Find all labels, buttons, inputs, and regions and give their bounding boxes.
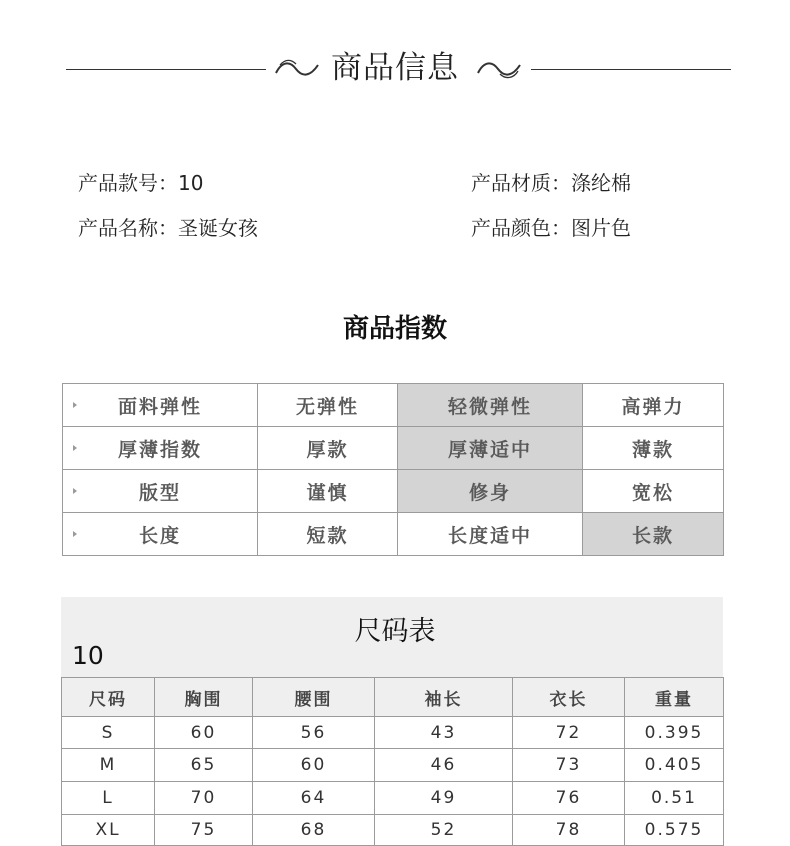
size-table-header-cell: 尺码 xyxy=(61,677,155,717)
size-table-cell: 72 xyxy=(512,716,625,749)
info-material xyxy=(471,169,631,197)
size-table-cell: 75 xyxy=(154,814,253,846)
index-row-label xyxy=(62,512,258,556)
section-title: 商品信息 xyxy=(331,50,459,86)
index-row-label-text: 版型 xyxy=(138,481,181,504)
size-table-cell: 70 xyxy=(154,781,253,815)
index-option xyxy=(582,469,724,513)
index-option-text: 薄款 xyxy=(631,438,674,461)
info-name xyxy=(78,214,258,242)
size-table-cell: 49 xyxy=(374,781,513,815)
size-table-cell: 76 xyxy=(512,781,625,815)
size-table-cell: 46 xyxy=(374,748,513,782)
size-table-header-cell: 胸围 xyxy=(154,677,253,717)
header-rule-right xyxy=(531,69,731,70)
size-table-header-cell: 袖长 xyxy=(374,677,513,717)
info-name-label: 产品名称： xyxy=(78,216,178,240)
size-table-cell: 68 xyxy=(252,814,375,846)
size-table-header-cell: 腰围 xyxy=(252,677,375,717)
index-option-text: 短款 xyxy=(306,524,349,547)
bullet-triangle-icon xyxy=(73,488,77,494)
size-table-cell: 65 xyxy=(154,748,253,782)
index-option xyxy=(257,512,398,556)
size-table-cell: S xyxy=(61,716,155,749)
size-table-cell: 60 xyxy=(154,716,253,749)
size-table-cell: 43 xyxy=(374,716,513,749)
index-row-label-text: 厚薄指数 xyxy=(117,438,202,461)
size-table-cell: M xyxy=(61,748,155,782)
index-option xyxy=(582,512,724,556)
size-table-cell: 56 xyxy=(252,716,375,749)
info-material-value: 涤纶棉 xyxy=(571,171,631,195)
size-table-cell: L xyxy=(61,781,155,815)
index-title: 商品指数 xyxy=(342,314,447,344)
bullet-triangle-icon xyxy=(73,402,77,408)
info-model-label: 产品款号： xyxy=(78,171,178,195)
size-table-cell: 52 xyxy=(374,814,513,846)
index-option-text: 高弹力 xyxy=(621,395,685,418)
index-option-text: 长度适中 xyxy=(447,524,532,547)
size-table-cell: 0.395 xyxy=(624,716,724,749)
size-table-header-cell: 重量 xyxy=(624,677,724,717)
info-material-label: 产品材质： xyxy=(471,171,571,195)
index-option xyxy=(397,512,583,556)
size-table-model: 10 xyxy=(72,641,104,670)
info-model xyxy=(78,169,203,197)
index-row-label-text: 长度 xyxy=(138,524,181,547)
index-option xyxy=(257,469,398,513)
index-option-text: 轻微弹性 xyxy=(447,395,532,418)
size-table-cell: XL xyxy=(61,814,155,846)
info-color-value: 图片色 xyxy=(571,216,631,240)
size-table-cell: 60 xyxy=(252,748,375,782)
index-option-text: 无弹性 xyxy=(295,395,359,418)
size-table-cell: 78 xyxy=(512,814,625,846)
index-option-text: 长款 xyxy=(631,524,674,547)
index-row-label xyxy=(62,469,258,513)
size-table-cell: 64 xyxy=(252,781,375,815)
swirl-ornament-right-icon xyxy=(474,56,524,82)
index-option-text: 宽松 xyxy=(631,481,674,504)
index-row-label xyxy=(62,383,258,427)
index-option xyxy=(397,469,583,513)
info-model-value: 10 xyxy=(178,171,204,195)
index-option xyxy=(582,383,724,427)
index-option-text: 厚款 xyxy=(306,438,349,461)
index-option-text: 修身 xyxy=(468,481,511,504)
index-option xyxy=(397,383,583,427)
index-option xyxy=(397,426,583,470)
size-table-header-cell: 衣长 xyxy=(512,677,625,717)
bullet-triangle-icon xyxy=(73,531,77,537)
info-name-value: 圣诞女孩 xyxy=(178,216,258,240)
size-table-cell: 0.405 xyxy=(624,748,724,782)
index-row-label xyxy=(62,426,258,470)
index-row-label-text: 面料弹性 xyxy=(117,395,202,418)
bullet-triangle-icon xyxy=(73,445,77,451)
size-table-cell: 0.51 xyxy=(624,781,724,815)
size-table-cell: 0.575 xyxy=(624,814,724,846)
info-color xyxy=(471,214,631,242)
index-option-text: 谨慎 xyxy=(306,481,349,504)
index-option xyxy=(257,383,398,427)
index-option xyxy=(582,426,724,470)
size-table-title: 尺码表 xyxy=(354,616,436,647)
index-option-text: 厚薄适中 xyxy=(447,438,532,461)
size-table-cell: 73 xyxy=(512,748,625,782)
info-color-label: 产品颜色： xyxy=(471,216,571,240)
index-option xyxy=(257,426,398,470)
